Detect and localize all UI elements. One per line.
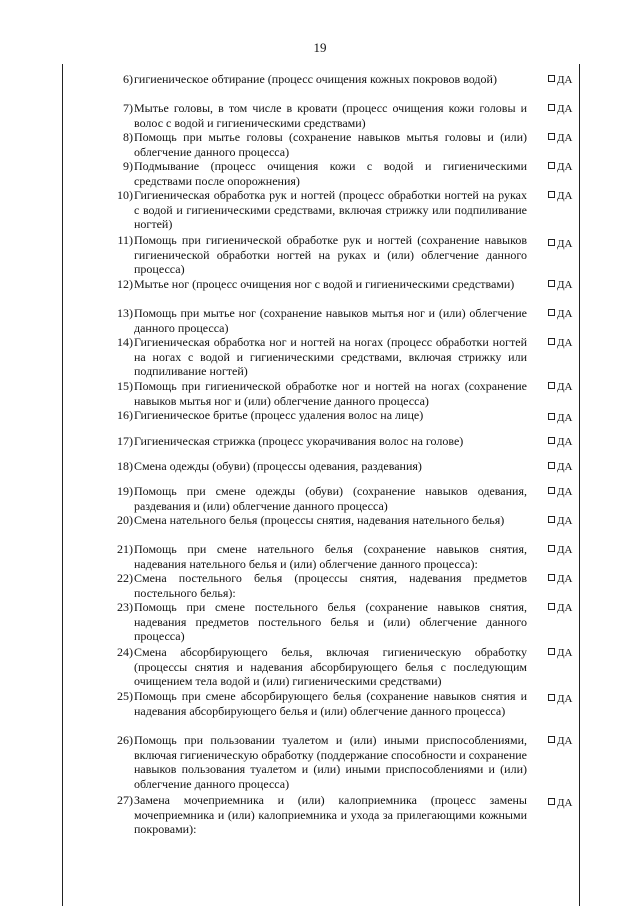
item-text: Смена постельного белья (процессы снятия, надевания предметов постельного белья):	[134, 571, 527, 600]
checkbox-icon	[548, 736, 555, 743]
item-text: Помощь при смене нательного белья (сохранение навыков снятия, надевания нательного белья и (или) облегчение данного процесса):	[134, 542, 527, 571]
checkbox-label: ДА	[557, 161, 573, 173]
item-text: Помощь при смене одежды (обуви) (сохранение навыков одевания, раздевания и (или) облегчение данного процесса)	[134, 484, 527, 513]
item-checkbox[interactable]	[548, 131, 588, 145]
checkbox-icon	[548, 239, 555, 246]
checkbox-icon	[548, 133, 555, 140]
item-number: 27)	[117, 793, 133, 807]
item-number: 15)	[117, 379, 133, 393]
item-number: 18)	[117, 459, 133, 473]
checkbox-icon	[548, 603, 555, 610]
item-checkbox[interactable]	[548, 278, 588, 292]
item-number: 11)	[117, 233, 133, 247]
checkbox-icon	[548, 75, 555, 82]
checkbox-label: ДА	[557, 238, 573, 250]
checkbox-icon	[548, 574, 555, 581]
item-text: Смена одежды (обуви) (процессы одевания, раздевания)	[134, 459, 422, 473]
item-checkbox[interactable]	[548, 485, 588, 499]
item-checkbox[interactable]	[548, 160, 588, 174]
item-number: 7)	[123, 101, 133, 115]
item-number: 16)	[117, 408, 133, 422]
item-checkbox[interactable]	[548, 692, 588, 706]
item-number: 25)	[117, 689, 133, 703]
item-number: 19)	[117, 484, 133, 498]
checkbox-label: ДА	[557, 103, 573, 115]
item-text: Помощь при гигиенической обработке ног и ногтей на ногах (сохранение навыков мытья ног и (или) облегчение данного процесса)	[134, 379, 527, 408]
item-text: Гигиеническая обработка рук и ногтей (процесс обработки ногтей на руках с водой и гигиеническими средствами, включая стрижку или подпиливание ногтей)	[134, 188, 527, 231]
item-checkbox[interactable]	[548, 734, 588, 748]
item-number: 13)	[117, 306, 133, 320]
checkbox-icon	[548, 545, 555, 552]
checkbox-icon	[548, 338, 555, 345]
checkbox-label: ДА	[557, 693, 573, 705]
checkbox-label: ДА	[557, 412, 573, 424]
checkbox-label: ДА	[557, 735, 573, 747]
checkbox-label: ДА	[557, 797, 573, 809]
checkbox-icon	[548, 648, 555, 655]
item-checkbox[interactable]	[548, 514, 588, 528]
item-checkbox[interactable]	[548, 796, 588, 810]
item-text: Помощь при смене постельного белья (сохранение навыков снятия, надевания предметов постельного белья и (или) облегчение данного процесса)	[134, 600, 527, 643]
item-number: 23)	[117, 600, 133, 614]
checkbox-icon	[548, 462, 555, 469]
item-text: Смена нательного белья (процессы снятия, надевания нательного белья)	[134, 513, 505, 527]
checkbox-icon	[548, 413, 555, 420]
checkbox-label: ДА	[557, 308, 573, 320]
checkbox-icon	[548, 309, 555, 316]
checkbox-label: ДА	[557, 74, 573, 86]
checkbox-label: ДА	[557, 573, 573, 585]
checkbox-label: ДА	[557, 647, 573, 659]
page-number: 19	[313, 40, 327, 55]
item-checkbox[interactable]	[548, 102, 588, 116]
item-checkbox[interactable]	[548, 336, 588, 350]
item-checkbox[interactable]	[548, 73, 588, 87]
item-checkbox[interactable]	[548, 601, 588, 615]
checkbox-icon	[548, 382, 555, 389]
item-text: Подмывание (процесс очищения кожи с водой и гигиеническими средствами после опорожнения)	[134, 159, 527, 188]
item-text: гигиеническое обтирание (процесс очищения кожных покровов водой)	[134, 72, 497, 86]
checkbox-label: ДА	[557, 337, 573, 349]
item-text: Помощь при пользовании туалетом и (или) иными приспособлениями, включая гигиеническую обработку (поддержание способности и сохранение навыков пользования туалетом и (или) иными приспособлениями и (или) облегчение данного процесса)	[134, 733, 527, 791]
item-number: 8)	[123, 130, 133, 144]
item-text: Мытье головы, в том числе в кровати (процесс очищения кожи головы и волос с водой и гигиеническими средствами)	[134, 101, 527, 130]
checkbox-icon	[548, 104, 555, 111]
item-checkbox[interactable]	[548, 543, 588, 557]
checkbox-icon	[548, 191, 555, 198]
item-checkbox[interactable]	[548, 646, 588, 660]
checkbox-label: ДА	[557, 515, 573, 527]
item-number: 6)	[123, 72, 133, 86]
checkbox-icon	[548, 516, 555, 523]
checkbox-label: ДА	[557, 544, 573, 556]
item-text: Гигиеническая обработка ног и ногтей на ногах (процесс обработки ногтей на ногах с водой и гигиеническими средствами, включая стрижку или подпиливание ногтей)	[134, 335, 527, 378]
checkbox-icon	[548, 280, 555, 287]
item-number: 26)	[117, 733, 133, 747]
checkbox-icon	[548, 694, 555, 701]
item-number: 21)	[117, 542, 133, 556]
item-number: 22)	[117, 571, 133, 585]
item-checkbox[interactable]	[548, 572, 588, 586]
item-number: 24)	[117, 645, 133, 659]
checkbox-label: ДА	[557, 436, 573, 448]
item-text: Гигиеническое бритье (процесс удаления волос на лице)	[134, 408, 424, 422]
item-text: Мытье ног (процесс очищения ног с водой и гигиеническими средствами)	[134, 277, 515, 291]
checkbox-label: ДА	[557, 132, 573, 144]
checkbox-icon	[548, 798, 555, 805]
checkbox-label: ДА	[557, 190, 573, 202]
item-checkbox[interactable]	[548, 380, 588, 394]
item-number: 17)	[117, 434, 133, 448]
item-text: Смена абсорбирующего белья, включая гигиеническую обработку (процессы снятия и надевания абсорбирующего белья с последующим очищением тела водой и (или) гигиеническими средствами)	[134, 645, 527, 688]
item-checkbox[interactable]	[548, 411, 588, 425]
checkbox-label: ДА	[557, 602, 573, 614]
checkbox-icon	[548, 162, 555, 169]
item-checkbox[interactable]	[548, 460, 588, 474]
item-number: 12)	[117, 277, 133, 291]
item-text: Гигиеническая стрижка (процесс укорачивания волос на голове)	[134, 434, 464, 448]
item-number: 14)	[117, 335, 133, 349]
item-number: 9)	[123, 159, 133, 173]
checkbox-label: ДА	[557, 486, 573, 498]
item-checkbox[interactable]	[548, 189, 588, 203]
item-number: 10)	[117, 188, 133, 202]
item-checkbox[interactable]	[548, 307, 588, 321]
checkbox-label: ДА	[557, 279, 573, 291]
checkbox-icon	[548, 487, 555, 494]
checkbox-icon	[548, 437, 555, 444]
item-text: Помощь при смене абсорбирующего белья (сохранение навыков снятия и надевания абсорбирующего белья и (или) облегчение данного процесса)	[134, 689, 527, 718]
checkbox-label: ДА	[557, 461, 573, 473]
item-text: Помощь при мытье ног (сохранение навыков мытья ног и (или) облегчение данного процесса)	[134, 306, 527, 335]
item-number: 20)	[117, 513, 133, 527]
item-text: Помощь при гигиенической обработке рук и ногтей (сохранение навыков гигиенической обработки ногтей на руках и (или) облегчение данного процесса)	[134, 233, 527, 276]
item-checkbox[interactable]	[548, 435, 588, 449]
item-checkbox[interactable]	[548, 237, 588, 251]
item-text: Помощь при мытье головы (сохранение навыков мытья головы и (или) облегчение данного процесса)	[134, 130, 527, 159]
checkbox-label: ДА	[557, 381, 573, 393]
item-text: Замена мочеприемника и (или) калоприемника (процесс замены мочеприемника и (или) калоприемника и ухода за прилегающими кожными покровами):	[134, 793, 527, 836]
